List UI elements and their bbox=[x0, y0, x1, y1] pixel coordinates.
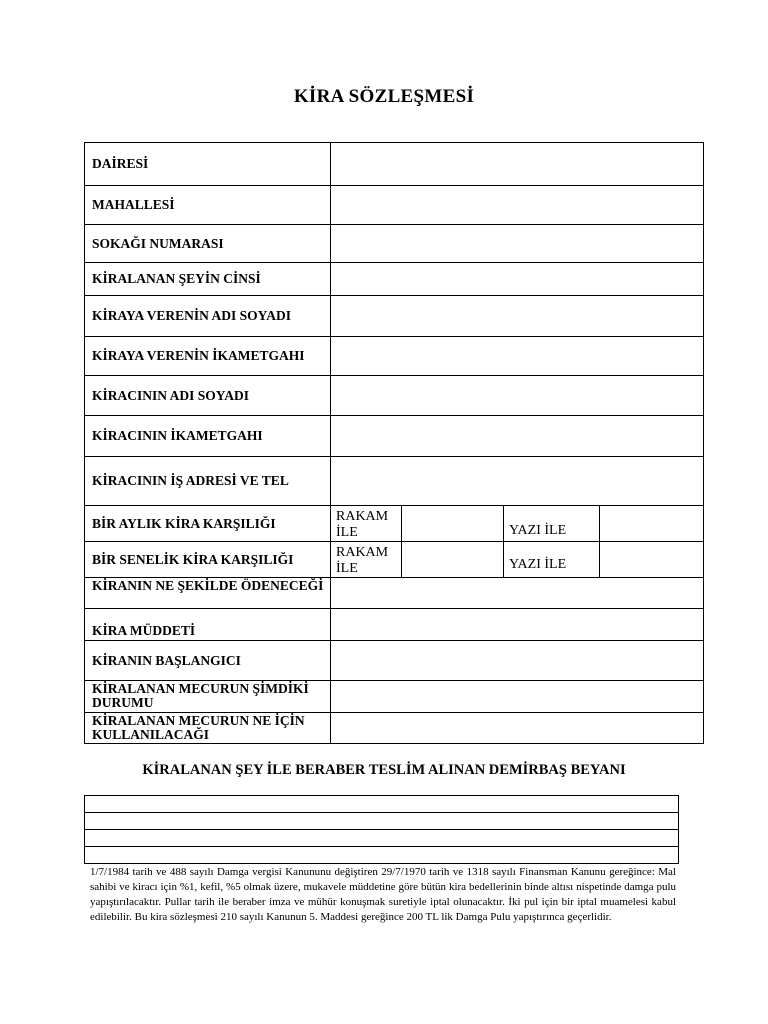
stamp-tax-note: 1/7/1984 tarih ve 488 sayılı Damga vergisi Kanununu değiştiren 29/7/1970 tarih ve 1318 sayılı Finansman Kanunu gereğince: Mal sahibi ve kiracı için %1, kefil, %5 olmak üzere, mukavele müddetine göre bütün kira bedellerinin binde altısı nispetinde damga pulu yapıştırılacaktır. Pullar tarih ile beraber imza ve mühür konuşmak suretiyle iptal olunacaktır. İki pul için bir iptal muamelesi kabul edilebilir. Bu kira sözleşmesi 210 sayılı Kanunun 5. Maddesi gereğince 200 TL lik Damga Pulu yapıştırınca geçerlidir. bbox=[90, 866, 676, 923]
field-kiranin-baslangici[interactable] bbox=[331, 641, 704, 681]
label-yazi-ile-senelik: YAZI İLE bbox=[504, 542, 600, 578]
rakam-line2: İLE bbox=[336, 525, 358, 540]
rakam-line1: RAKAM bbox=[336, 545, 389, 560]
row-label-kiracinin-ikametgahi: KİRACININ İKAMETGAHI bbox=[85, 416, 331, 457]
field-senelik-yazi[interactable] bbox=[600, 542, 704, 578]
field-kiracinin-is-adresi[interactable] bbox=[331, 457, 704, 506]
row-label-kullanim-amaci: KİRALANAN MECURUN NE İÇİN KULLANILACAĞI bbox=[85, 713, 331, 744]
field-dairesi[interactable] bbox=[331, 143, 704, 186]
row-label-mahallesi: MAHALLESİ bbox=[85, 186, 331, 225]
inventory-line[interactable] bbox=[85, 813, 679, 830]
row-label-senelik-kira: BİR SENELİK KİRA KARŞILIĞI bbox=[85, 542, 331, 578]
field-sokagi-numarasi[interactable] bbox=[331, 225, 704, 263]
field-mahallesi[interactable] bbox=[331, 186, 704, 225]
row-label-mecurun-durumu: KİRALANAN MECURUN ŞİMDİKİ DURUMU bbox=[85, 681, 331, 713]
row-label-odeme-sekli: KİRANIN NE ŞEKİLDE ÖDENECEĞİ bbox=[85, 578, 331, 609]
label-yazi-ile-aylik: YAZI İLE bbox=[504, 506, 600, 542]
row-label-kiraya-verenin-adi: KİRAYA VERENİN ADI SOYADI bbox=[85, 296, 331, 337]
row-label-kiraya-verenin-ikametgahi: KİRAYA VERENİN İKAMETGAHI bbox=[85, 337, 331, 376]
field-kiracinin-adi[interactable] bbox=[331, 376, 704, 416]
inventory-line[interactable] bbox=[85, 847, 679, 864]
row-label-dairesi: DAİRESİ bbox=[85, 143, 331, 186]
contract-table bbox=[84, 142, 704, 744]
field-kiralanan-seyin-cinsi[interactable] bbox=[331, 263, 704, 296]
rakam-line1: RAKAM bbox=[336, 509, 389, 524]
field-aylik-yazi[interactable] bbox=[600, 506, 704, 542]
inventory-line[interactable] bbox=[85, 796, 679, 813]
inventory-table bbox=[84, 795, 679, 864]
row-label-kiracinin-adi: KİRACININ ADI SOYADI bbox=[85, 376, 331, 416]
label-rakam-ile-senelik bbox=[331, 542, 402, 578]
rakam-line2: İLE bbox=[336, 561, 358, 576]
field-odeme-sekli[interactable] bbox=[331, 578, 704, 609]
field-aylik-rakam[interactable] bbox=[402, 506, 504, 542]
field-kiraya-verenin-ikametgahi[interactable] bbox=[331, 337, 704, 376]
inventory-line[interactable] bbox=[85, 830, 679, 847]
row-label-aylik-kira: BİR AYLIK KİRA KARŞILIĞI bbox=[85, 506, 331, 542]
field-kiracinin-ikametgahi[interactable] bbox=[331, 416, 704, 457]
field-kira-muddeti[interactable] bbox=[331, 609, 704, 641]
row-label-kiranin-baslangici: KİRANIN BAŞLANGICI bbox=[85, 641, 331, 681]
row-label-kira-muddeti: KİRA MÜDDETİ bbox=[85, 609, 331, 641]
field-mecurun-durumu[interactable] bbox=[331, 681, 704, 713]
field-senelik-rakam[interactable] bbox=[402, 542, 504, 578]
field-kullanim-amaci[interactable] bbox=[331, 713, 704, 744]
row-label-kiralanan-seyin-cinsi: KİRALANAN ŞEYİN CİNSİ bbox=[85, 263, 331, 296]
row-label-sokagi-numarasi: SOKAĞI NUMARASI bbox=[85, 225, 331, 263]
row-label-kiracinin-is-adresi: KİRACININ İŞ ADRESİ VE TEL bbox=[85, 457, 331, 506]
label-rakam-ile-aylik bbox=[331, 506, 402, 542]
inventory-title: KİRALANAN ŞEY İLE BERABER TESLİM ALINAN DEMİRBAŞ BEYANI bbox=[142, 762, 626, 778]
field-kiraya-verenin-adi[interactable] bbox=[331, 296, 704, 337]
document-title: KİRA SÖZLEŞMESİ bbox=[293, 86, 475, 107]
